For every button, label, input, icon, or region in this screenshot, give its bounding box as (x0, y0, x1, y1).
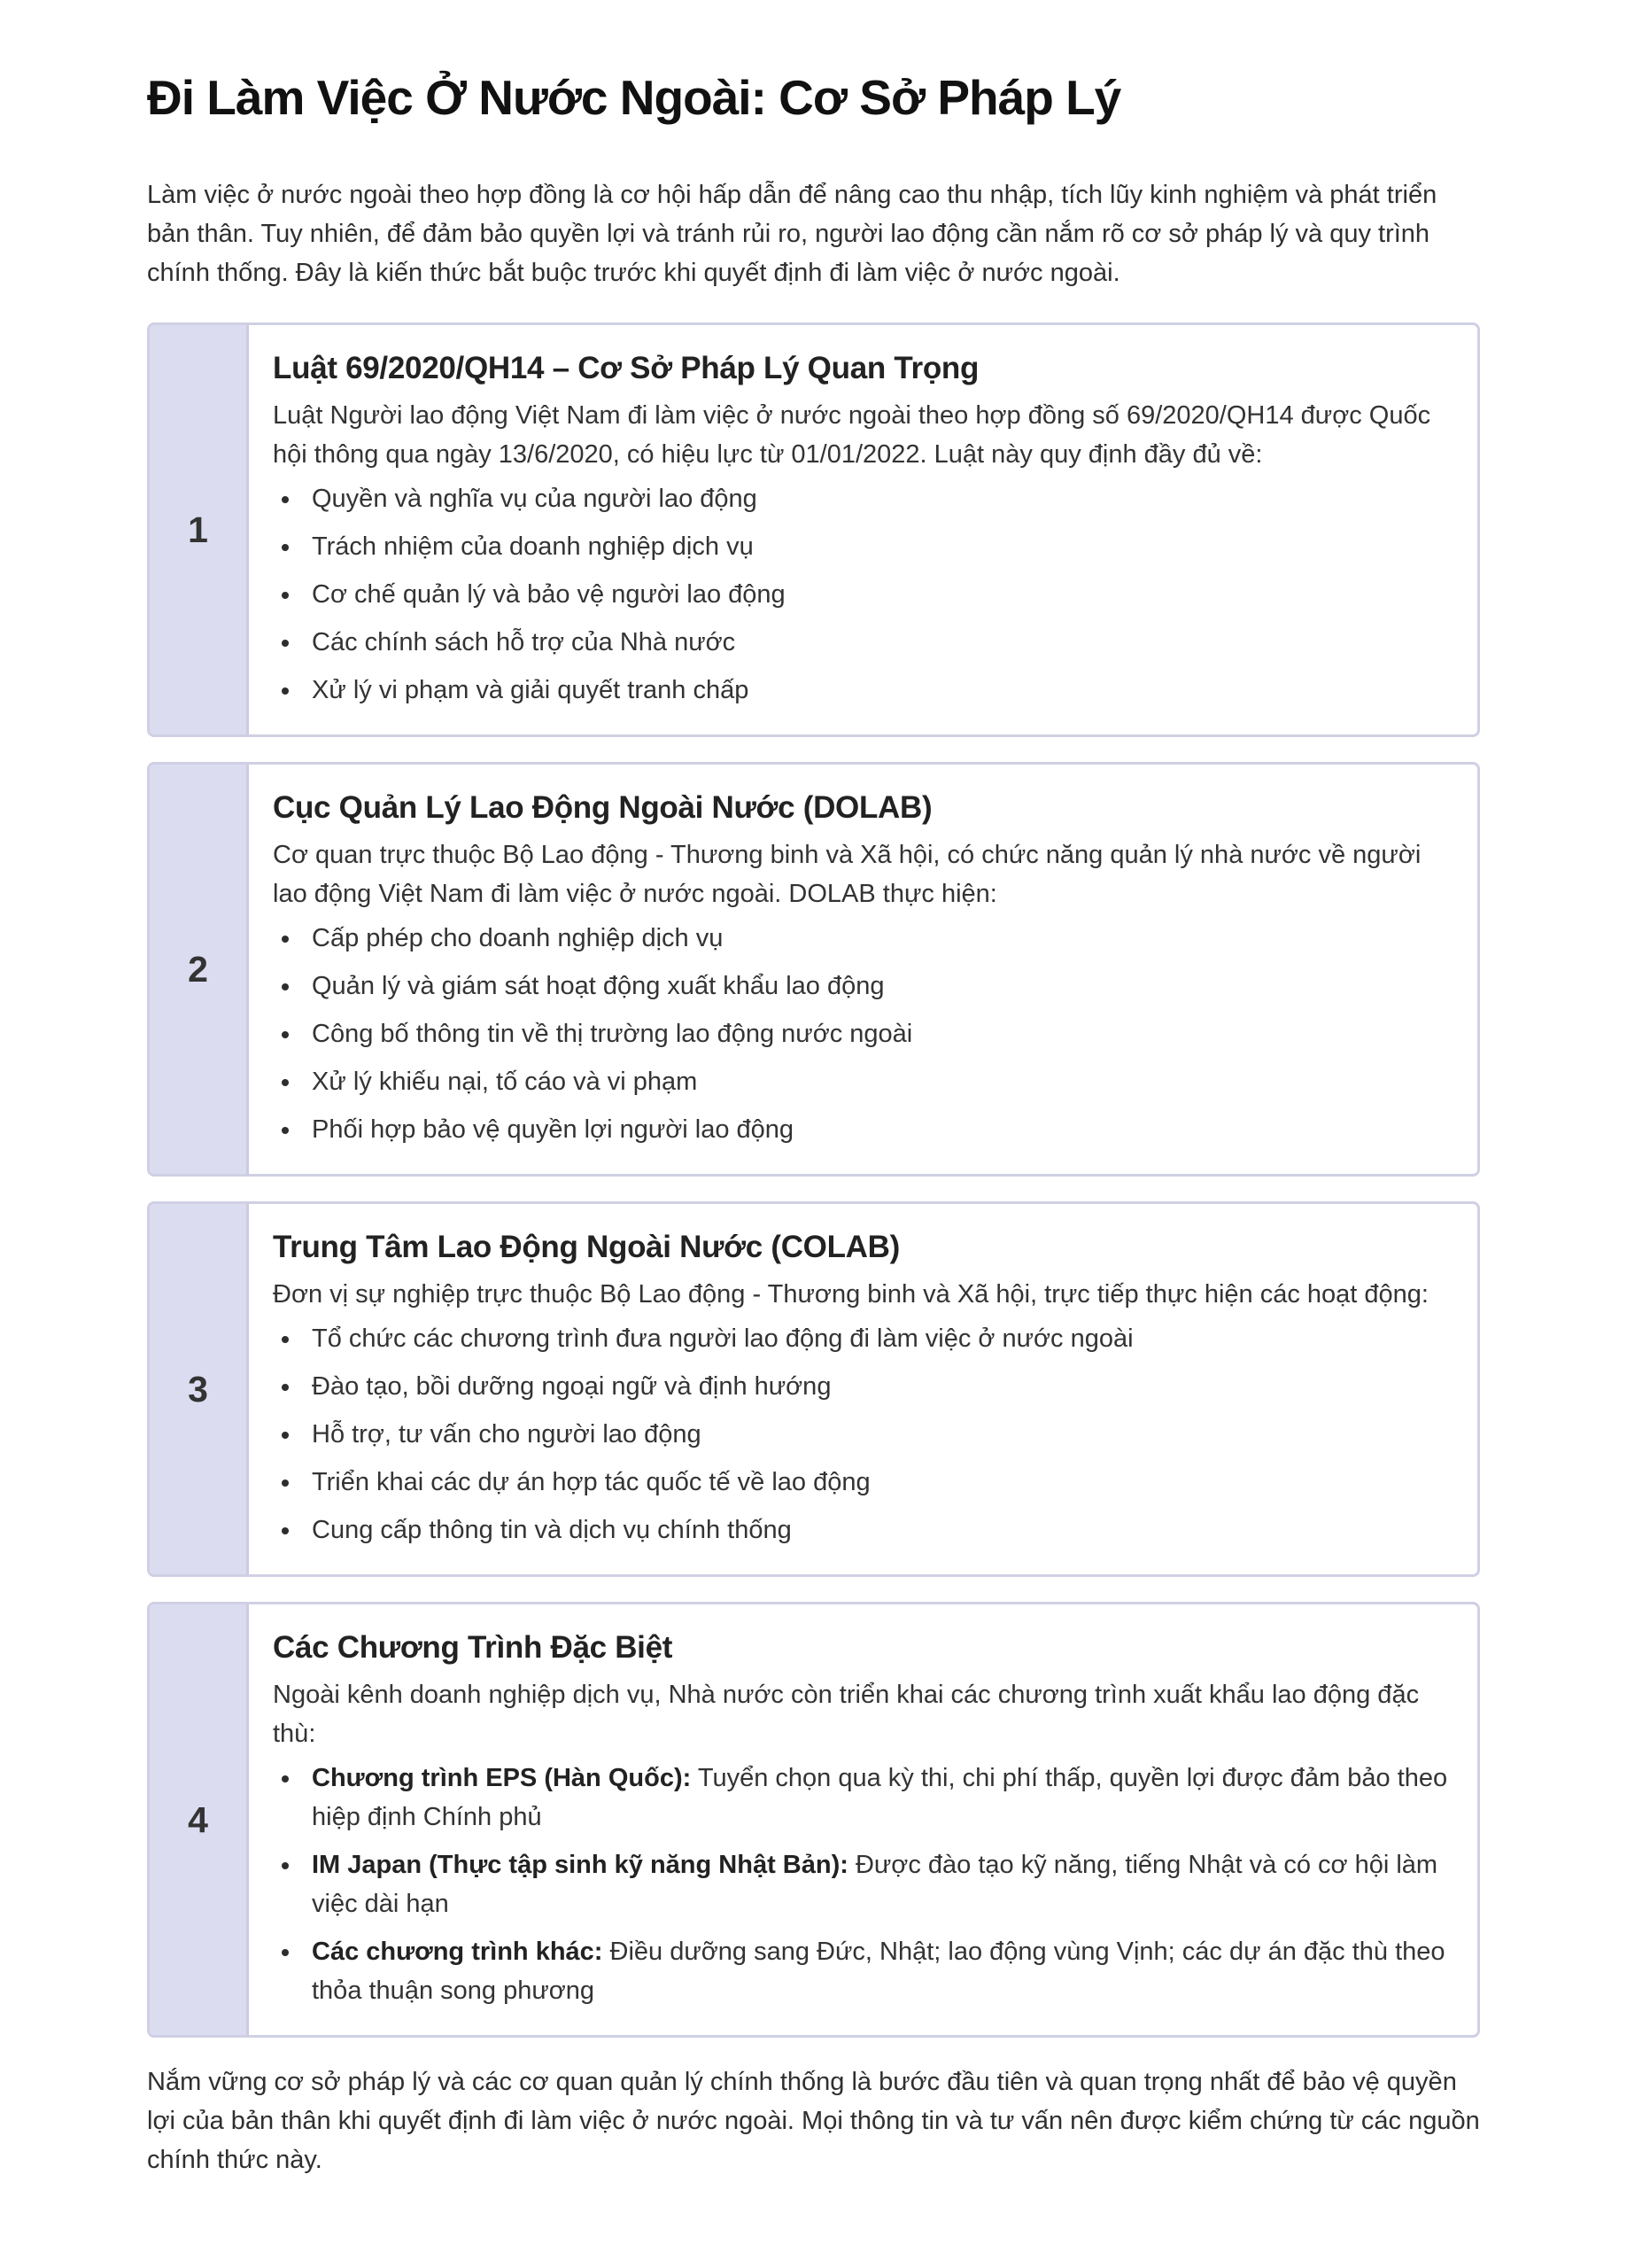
card-content (249, 325, 1477, 734)
card-number: 1 (150, 325, 249, 734)
program-label: IM Japan (Thực tập sinh kỹ năng Nhật Bản): (312, 1851, 848, 1879)
list-item: Cấp phép cho doanh nghiệp dịch vụ (312, 919, 1451, 958)
list-item: Triển khai các dự án hợp tác quốc tế về lao động (312, 1463, 1451, 1502)
program-label: Các chương trình khác: (312, 1938, 603, 1966)
list-item: Cơ chế quản lý và bảo vệ người lao động (312, 575, 1451, 614)
card-heading: Cục Quản Lý Lao Động Ngoài Nước (DOLAB) (273, 790, 933, 825)
program-label: Chương trình EPS (Hàn Quốc): (312, 1764, 692, 1792)
list-item: Phối hợp bảo vệ quyền lợi người lao động (312, 1110, 1451, 1149)
closing-paragraph: Nắm vững cơ sở pháp lý và các cơ quan quản lý chính thống là bước đầu tiên và quan trọng nhất để bảo vệ quyền lợi của bản thân khi quyết định đi làm việc ở nước ngoài. Mọi thông tin và tư vấn nên được kiểm chứng từ các nguồn chính thức này. (147, 2068, 1480, 2174)
card-description: Cơ quan trực thuộc Bộ Lao động - Thương binh và Xã hội, có chức năng quản lý nhà nước về người lao động Việt Nam đi làm việc ở nước ngoài. DOLAB thực hiện: (273, 841, 1422, 908)
card-content (249, 765, 1477, 1174)
card-description: Đơn vị sự nghiệp trực thuộc Bộ Lao động - Thương binh và Xã hội, trực tiếp thực hiện các hoạt động: (273, 1280, 1429, 1309)
list-item (312, 1845, 1451, 1923)
list-item: Trách nhiệm của doanh nghiệp dịch vụ (312, 527, 1451, 566)
card-description: Luật Người lao động Việt Nam đi làm việc ở nước ngoài theo hợp đồng số 69/2020/QH14 được Quốc hội thông qua ngày 13/6/2020, có hiệu lực từ 01/01/2022. Luật này quy định đầy đủ về: (273, 401, 1431, 469)
program-text: Tuyển chọn qua kỳ thi, chi phí thấp, quyền lợi được đảm bảo theo hiệp định Chính phủ (312, 1764, 1448, 1831)
list-item: Các chính sách hỗ trợ của Nhà nước (312, 623, 1451, 662)
intro-paragraph: Làm việc ở nước ngoài theo hợp đồng là cơ hội hấp dẫn để nâng cao thu nhập, tích lũy kinh nghiệm và phát triển bản thân. Tuy nhiên, để đảm bảo quyền lợi và tránh rủi ro, người lao động cần nắm rõ cơ sở pháp lý và quy trình chính thống. Đây là kiến thức bắt buộc trước khi quyết định đi làm việc ở nước ngoài. (147, 181, 1437, 287)
bullet-list (273, 479, 1451, 710)
list-item: Hỗ trợ, tư vấn cho người lao động (312, 1415, 1451, 1454)
card-heading: Các Chương Trình Đặc Biệt (273, 1630, 673, 1665)
card-number: 2 (150, 765, 249, 1174)
card-number: 3 (150, 1204, 249, 1574)
page-title: Đi Làm Việc Ở Nước Ngoài: Cơ Sở Pháp Lý (147, 70, 1121, 125)
list-item: Cung cấp thông tin và dịch vụ chính thống (312, 1511, 1451, 1550)
list-item (312, 1932, 1451, 2010)
cards-list (147, 322, 1480, 2038)
program-text: Được đào tạo kỹ năng, tiếng Nhật và có cơ hội làm việc dài hạn (312, 1851, 1438, 1918)
list-item (312, 1759, 1451, 1837)
card-description: Ngoài kênh doanh nghiệp dịch vụ, Nhà nước còn triển khai các chương trình xuất khẩu lao động đặc thù: (273, 1681, 1420, 1748)
card-content (249, 1604, 1477, 2035)
card-dolab (147, 762, 1480, 1177)
card-law (147, 322, 1480, 737)
list-item: Xử lý khiếu nại, tố cáo và vi phạm (312, 1062, 1451, 1101)
list-item: Đào tạo, bồi dưỡng ngoại ngữ và định hướng (312, 1367, 1451, 1406)
list-item: Tổ chức các chương trình đưa người lao động đi làm việc ở nước ngoài (312, 1319, 1451, 1358)
list-item: Quản lý và giám sát hoạt động xuất khẩu lao động (312, 967, 1451, 1006)
bullet-list (273, 919, 1451, 1149)
bullet-list (273, 1319, 1451, 1550)
list-item: Xử lý vi phạm và giải quyết tranh chấp (312, 671, 1451, 710)
list-item: Công bố thông tin về thị trường lao động nước ngoài (312, 1014, 1451, 1053)
card-heading: Luật 69/2020/QH14 – Cơ Sở Pháp Lý Quan Trọng (273, 351, 980, 385)
list-item: Quyền và nghĩa vụ của người lao động (312, 479, 1451, 518)
card-colab (147, 1201, 1480, 1577)
bullet-list (273, 1759, 1451, 2010)
program-text: Điều dưỡng sang Đức, Nhật; lao động vùng Vịnh; các dự án đặc thù theo thỏa thuận song phương (312, 1938, 1445, 2005)
card-special-programs (147, 1602, 1480, 2038)
card-number: 4 (150, 1604, 249, 2035)
card-content (249, 1204, 1477, 1574)
card-heading: Trung Tâm Lao Động Ngoài Nước (COLAB) (273, 1230, 900, 1264)
